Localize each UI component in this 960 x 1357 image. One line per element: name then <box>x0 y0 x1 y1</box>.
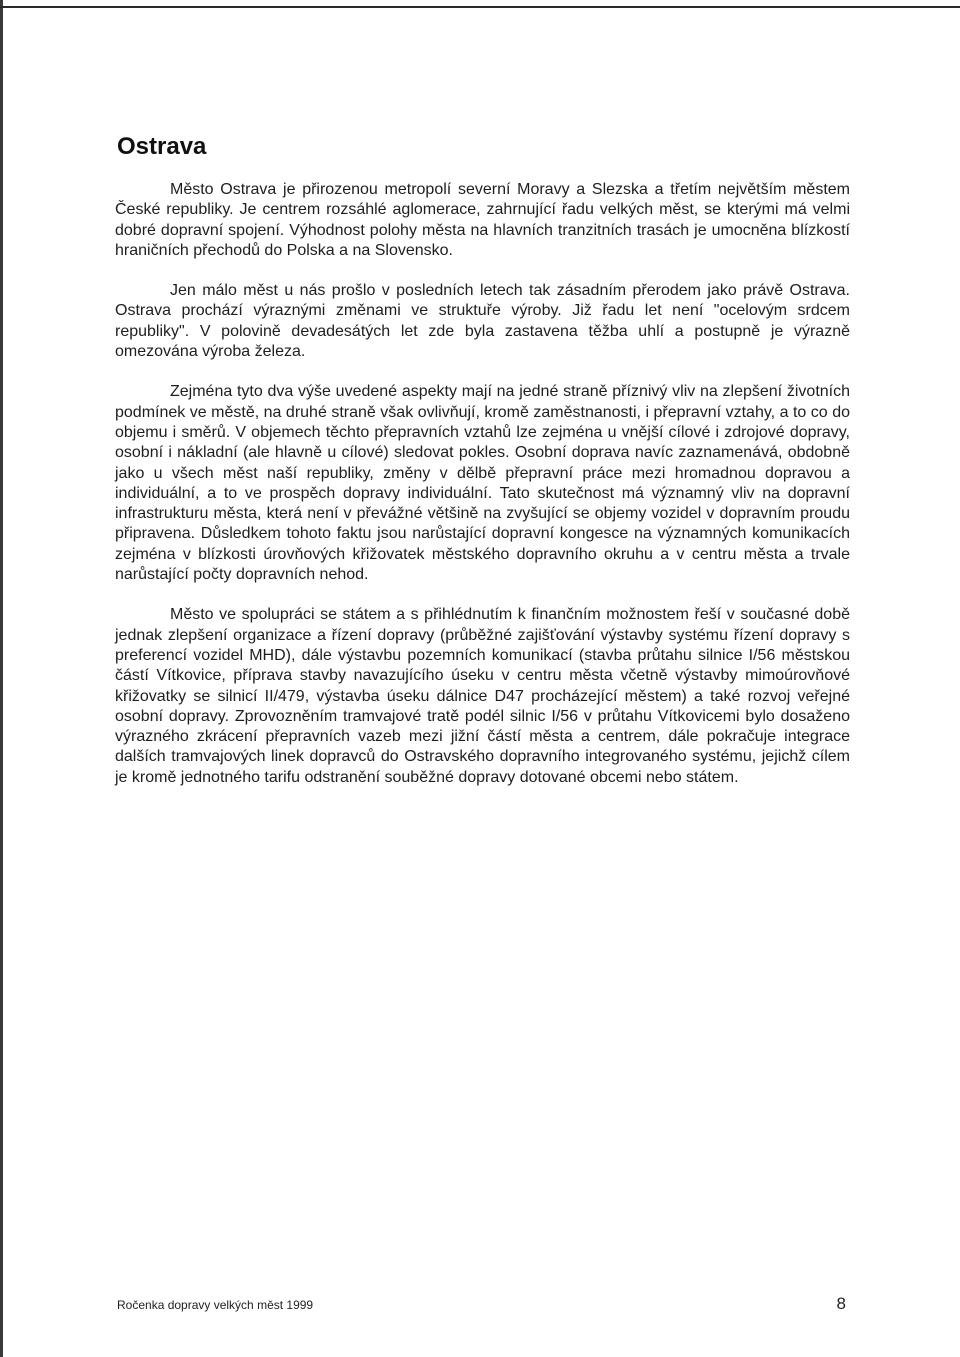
top-rule <box>0 6 960 8</box>
paragraph-4: Město ve spolupráci se státem a s přihlédnutím k finančním možnostem řeší v současné době jednak zlepšení organizace a řízení dopravy (průběžné zajišťování výstavby systému řízení dopravy s preferencí vozidel MHD), dále výstavbu pozemních komunikací (stavba průtahu silnice I/56 městskou částí Vítkovice, příprava stavby navazujícího úseku v centru města včetně výstavby mimoúrovňové křižovatky se silnicí II/479, výstavba úseku dálnice D47 procházející městem) a také rozvoj veřejné osobní dopravy. Zprovozněním tramvajové tratě podél silnic I/56 v průtahu Vítkovicemi bylo dosaženo výrazného zkrácení přepravních vazeb mezi jižní částí města a centrem, dále pokračuje integrace dalších tramvajových linek dopravců do Ostravského dopravního integrovaného systému, jejichž cílem je kromě jednotného tarifu odstranění souběžné dopravy dotované obcemi nebo státem. <box>115 606 850 786</box>
paragraph-3: Zejména tyto dva výše uvedené aspekty mají na jedné straně příznivý vliv na zlepšení životních podmínek ve městě, na druhé straně však ovlivňují, kromě zaměstnanosti, i přepravní vztahy, a to co do objemu i směrů. V objemech těchto přepravních vztahů lze zejména u vnější cílové i zdrojové dopravy, osobní i nákladní (ale hlavně u cílové) sledovat pokles. Osobní doprava navíc zaznamenává, obdobně jako u všech měst naší republiky, změny v dělbě přepravní práce mezi hromadnou dopravou a individuální, a to ve prospěch dopravy individuální. Tato skutečnost má významný vliv na dopravní infrastrukturu města, která není v převážné většině na zvyšující se objemy vozidel v dopravním proudu připravena. Důsledkem tohoto faktu jsou narůstající dopravní kongesce na významných komunikacích zejména v blízkosti úrovňových křižovatek městského dopravního okruhu a v centru města a trvale narůstající počty dopravních nehod. <box>115 383 850 584</box>
footer-publication-title: Ročenka dopravy velkých měst 1999 <box>117 1298 314 1312</box>
page-title: Ostrava <box>117 133 207 160</box>
paragraph-2: Jen málo měst u nás prošlo v posledních letech tak zásadním přerodem jako právě Ostrava. Ostrava prochází výraznými změnami ve struktuře výroby. Již řadu let není "ocelovým srdcem republiky". V polovině devadesátých let zde byla zastavena těžba uhlí a postupně je výrazně omezována výroba železa. <box>115 282 850 361</box>
footer-page-number: 8 <box>836 1294 846 1313</box>
page-left-edge <box>0 0 3 1357</box>
body-text <box>115 180 850 808</box>
paragraph-1: Město Ostrava je přirozenou metropolí severní Moravy a Slezska a třetím největším městem České republiky. Je centrem rozsáhlé aglomerace, zahrnující řadu velkých měst, se kterými má velmi dobré dopravní spojení. Výhodnost polohy města na hlavních tranzitních trasách je umocněna blízkostí hraničních přechodů do Polska a na Slovensko. <box>115 181 850 259</box>
